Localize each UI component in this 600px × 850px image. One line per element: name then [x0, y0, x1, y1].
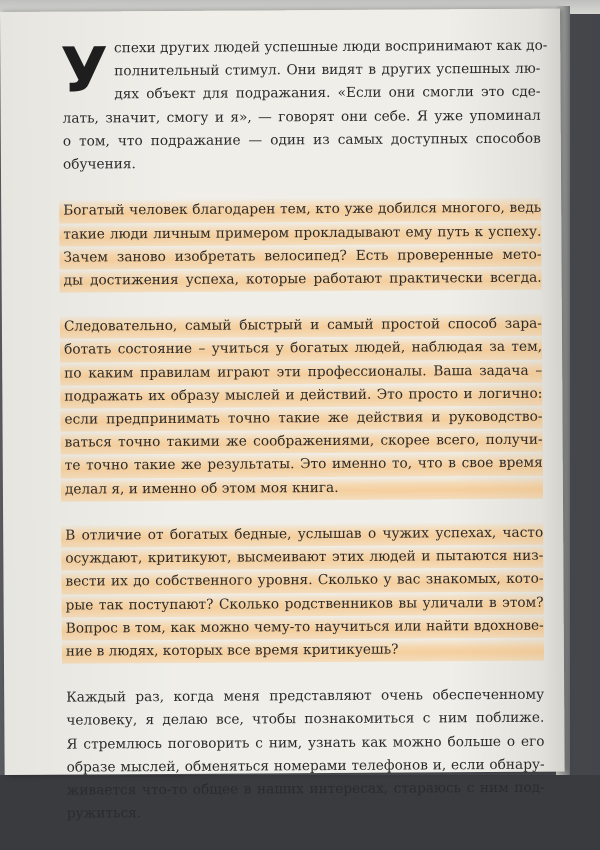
drop-cap: У [60, 33, 109, 107]
paragraph-3-highlighted [64, 313, 543, 501]
text-line: Каждый раз, когда меня представляют очень обеспеченному [66, 686, 545, 706]
text-line: делал я, и именно об этом моя книга. [61, 475, 543, 501]
text-line: полнительный стимул. Они видят в других успешных лю- [114, 60, 541, 80]
paragraph-2-highlighted [63, 197, 542, 293]
text-line: Я стремлюсь поговорить с ним, узнать как можно больше о его [66, 733, 545, 753]
text-line: Следовательно, самый быстрый и самый простой способ зара- [60, 313, 542, 339]
text-line: подражать их образу мыслей и действий. Это просто и логично: [60, 383, 542, 409]
text-line: спехи других людей успешные люди воспринимают как до- [113, 37, 548, 57]
text-line: ружиться. [66, 805, 142, 822]
text-line: если предпринимать точно такие же действия и руководство- [60, 406, 542, 432]
page-text [60, 33, 548, 849]
book-page [0, 9, 565, 822]
text-line: такие люди личным примером прокладывают ему путь к успеху. [59, 220, 541, 246]
text-line: Богатый человек благодарен тем, кто уже добился многого, ведь [59, 197, 541, 223]
text-line: живается что-то общее в наших интересах, стараюсь с ним под- [66, 779, 545, 799]
paragraph-1 [60, 33, 548, 177]
text-line: осуждают, критикуют, высмеивают этих людей и пытаются низ- [61, 545, 543, 571]
text-line: о том, что подражание — один из самых доступных способов [62, 130, 541, 150]
text-line: дях объект для подражания. «Если они смогли это сде- [114, 84, 541, 103]
text-line: вести их до собственного уровня. Сколько у вас знакомых, кото- [61, 568, 543, 594]
text-line: Зачем заново изобретать велосипед? Есть проверенные мето- [59, 243, 541, 269]
text-line: обучения. [62, 156, 136, 173]
text-line: В отличие от богатых бедные, услышав о чужих успехах, часто [61, 522, 543, 548]
text-line: по каким правилам играют эти профессионалы. Ваша задача – [60, 359, 542, 385]
text-line: ваться точно такими же соображениями, скорее всего, получи- [61, 429, 543, 455]
text-line: ботать состояние – учиться у богатых людей, наблюдая за тем, [60, 336, 542, 362]
paragraph-4-highlighted [65, 522, 544, 664]
text-line: человеку, я делаю все, чтобы познакомиться с ним поближе. [66, 710, 545, 730]
text-line: рые так поступают? Сколько родственников вы уличали в этом? [62, 591, 544, 617]
paragraph-5 [66, 684, 545, 826]
text-line: лать, значит, смогу и я», — говорят они себе. Я уже упоминал [62, 107, 541, 127]
text-line: образе мыслей, обменяться номерами телефонов и, если обнару- [66, 756, 545, 776]
text-line: ние в людях, которых все время критикуешь? [62, 638, 544, 664]
text-line: ды достижения успеха, которые работают практически всегда. [60, 267, 542, 293]
text-line: те точно такие же результаты. Это именно то, что в свое время [61, 452, 543, 478]
text-line: Вопрос в том, как можно чему-то научиться или найти вдохнове- [62, 614, 544, 640]
